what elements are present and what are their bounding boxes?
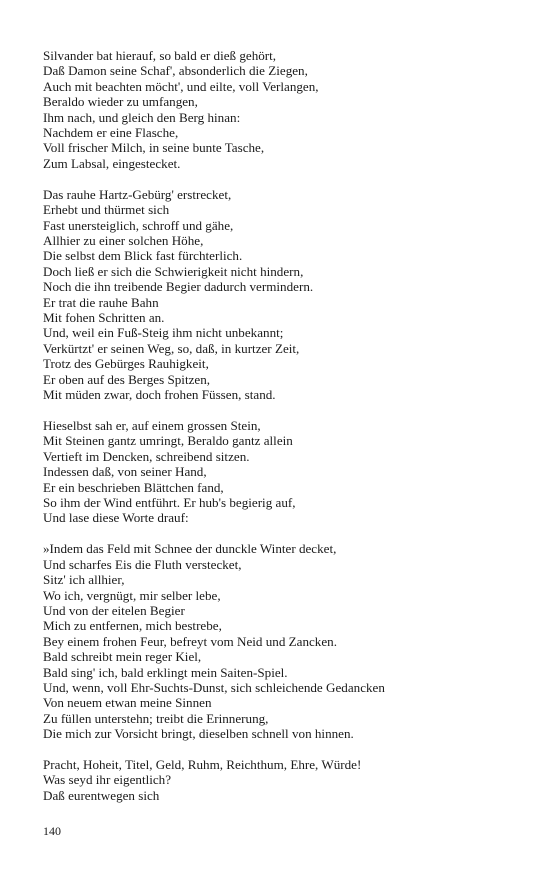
verse-line: Von neuem etwan meine Sinnen [43,695,212,711]
verse-line: Bald schreibt mein reger Kiel, [43,649,202,665]
verse-line: Zum Labsal, eingestecket. [43,155,181,171]
stanza [43,757,523,803]
verse-line: Doch ließ er sich die Schwierigkeit nicht hindern, [43,263,304,279]
verse-line: Trotz des Gebürges Rauhigkeit, [43,356,209,372]
verse-line: Bey einem frohen Feur, befreyt vom Neid und Zancken. [43,633,337,649]
verse-line: Fast unersteiglich, schroff und gähe, [43,217,234,233]
verse-line: Zu füllen unterstehn; treibt die Erinnerung, [43,710,269,726]
verse-line: Bald sing' ich, bald erklingt mein Saiten-Spiel. [43,664,288,680]
verse-line: Ihm nach, und gleich den Berg hinan: [43,109,241,125]
verse-line: Pracht, Hoheit, Titel, Geld, Ruhm, Reichthum, Ehre, Würde! [43,757,362,773]
verse-line: Sitz' ich allhier, [43,572,125,588]
page-number: 140 [43,824,61,838]
stanza [43,541,523,741]
poem-text [43,48,523,819]
verse-line: Allhier zu einer solchen Höhe, [43,232,204,248]
verse-line: Vertieft im Dencken, schreibend sitzen. [43,448,250,464]
verse-line: Mit fohen Schritten an. [43,310,165,325]
verse-line: Erhebt und thürmet sich [43,202,170,218]
stanza [43,48,523,171]
stanza [43,418,523,526]
verse-line: Das rauhe Hartz-Gebürg' erstrecket, [43,186,232,202]
verse-line: Was seyd ihr eigentlich? [43,772,172,788]
verse-line: Beraldo wieder zu umfangen, [43,94,198,110]
verse-line: Indessen daß, von seiner Hand, [43,464,207,480]
verse-line: Noch die ihn treibende Begier dadurch vermindern. [43,279,314,295]
verse-line: Und lase diese Worte drauf: [43,510,189,526]
verse-line: Die mich zur Vorsicht bringt, dieselben schnell von hinnen. [43,726,354,742]
verse-line: Und, wenn, voll Ehr-Suchts-Dunst, sich schleichende Gedancken [43,679,385,695]
verse-line: Daß eurentwegen sich [43,787,160,803]
verse-line: »Indem das Feld mit Schnee der dunckle Winter decket, [43,541,337,557]
verse-line: Hieselbst sah er, auf einem grossen Stein, [43,417,261,433]
verse-line: Daß Damon seine Schaf', absonderlich die Ziegen, [43,63,308,79]
verse-line: Die selbst dem Blick fast fürchterlich. [43,248,243,264]
verse-line: Und, weil ein Fuß-Steig ihm nicht unbekannt; [43,325,284,341]
verse-line: Verkürtzt' er seinen Weg, so, daß, in kurtzer Zeit, [43,340,300,356]
verse-line: Mich zu entfernen, mich bestrebe, [43,618,222,634]
verse-line: Voll frischer Milch, in seine bunte Tasche, [43,140,265,156]
verse-line: Nachdem er eine Flasche, [43,125,179,141]
verse-line: Mit Steinen gantz umringt, Beraldo gantz allein [43,433,293,449]
verse-line: Er trat die rauhe Bahn [43,294,159,310]
verse-line: Und von der eitelen Begier [43,602,185,618]
verse-line: Er ein beschrieben Blättchen fand, [43,479,224,495]
verse-line: Er oben auf des Berges Spitzen, [43,371,211,387]
verse-line: Auch mit beachten möcht', und eilte, voll Verlangen, [43,78,319,94]
verse-line: Wo ich, vergnügt, mir selber lebe, [43,587,221,603]
verse-line: Silvander bat hierauf, so bald er dieß gehört, [43,48,277,63]
verse-line: Und scharfes Eis die Fluth verstecket, [43,556,242,572]
verse-line: Mit müden zwar, doch frohen Füssen, stand. [43,387,276,403]
stanza [43,187,523,403]
verse-line: So ihm der Wind entführt. Er hub's begierig auf, [43,494,296,510]
